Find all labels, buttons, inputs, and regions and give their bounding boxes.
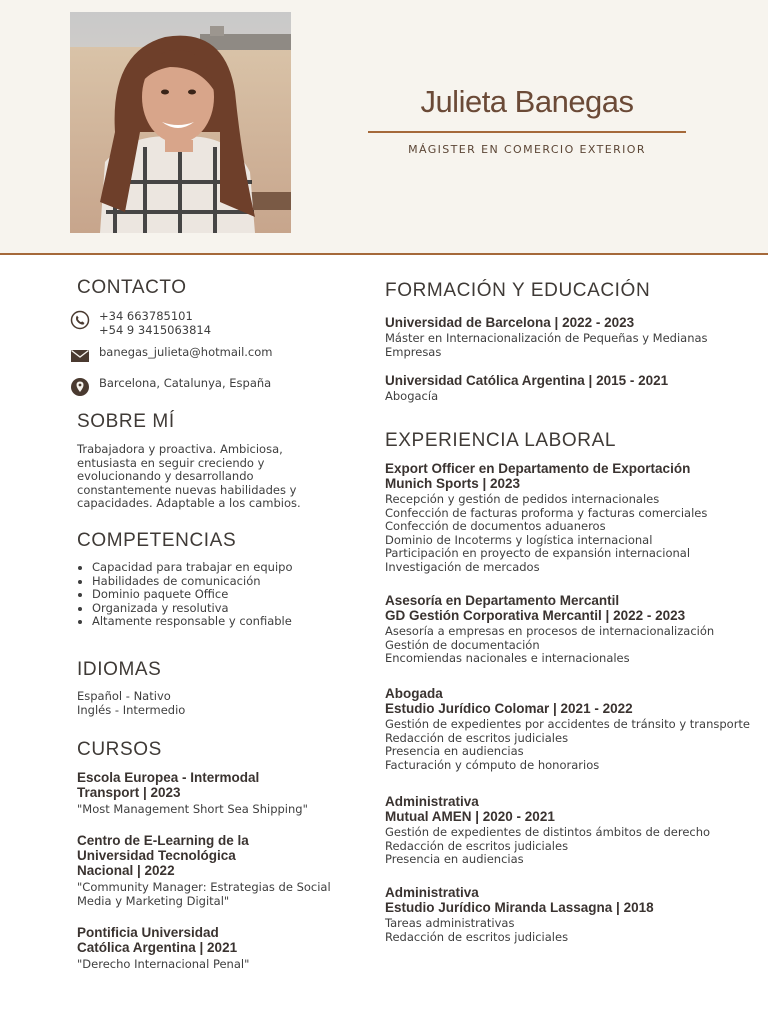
experience-title-line: Abogada <box>385 686 443 701</box>
about-line: Trabajadora y proactiva. Ambiciosa, <box>77 442 283 456</box>
experience-desc-line: Tareas administrativas <box>385 916 515 930</box>
language-item: Inglés - Intermedio <box>77 702 186 717</box>
course-desc-line: Media y Marketing Digital" <box>77 893 230 908</box>
course-title-line: Católica Argentina | 2021 <box>77 940 238 955</box>
experience-title-line: Mutual AMEN | 2020 - 2021 <box>385 809 555 824</box>
skills-list <box>77 561 337 629</box>
experience-title-line: GD Gestión Corporativa Mercantil | 2022 - 2023 <box>385 608 686 623</box>
experience-item <box>385 461 760 574</box>
experience-item <box>385 794 760 867</box>
education-title: Universidad de Barcelona | 2022 - 2023 <box>385 315 635 330</box>
courses-heading: CURSOS <box>77 739 162 760</box>
experience-item <box>385 686 760 772</box>
person-name: Julieta Banegas <box>420 84 634 119</box>
course-title-line: Nacional | 2022 <box>77 863 175 878</box>
skills-heading: COMPETENCIAS <box>77 530 237 551</box>
experience-desc-line: Confección de facturas proforma y facturas comerciales <box>385 505 708 520</box>
education-desc <box>385 332 755 359</box>
experience-title-line: Administrativa <box>385 794 479 809</box>
experience-title-line: Estudio Jurídico Colomar | 2021 - 2022 <box>385 701 633 716</box>
skill-item: • Dominio paquete Office <box>92 588 337 602</box>
contact-location <box>70 377 271 397</box>
experience-desc-line: Confección de documentos aduaneros <box>385 519 606 533</box>
course-title <box>77 833 347 878</box>
course-item <box>77 770 347 817</box>
skill-item: • Habilidades de comunicación <box>92 575 337 589</box>
profile-photo <box>70 12 291 233</box>
name-divider <box>368 131 686 133</box>
experience-desc-line: Investigación de mercados <box>385 559 540 574</box>
course-title-line: Centro de E-Learning de la <box>77 833 249 848</box>
experience-title <box>385 686 760 716</box>
education-heading: FORMACIÓN Y EDUCACIÓN <box>385 280 651 301</box>
education-title: Universidad Católica Argentina | 2015 - 2021 <box>385 373 669 388</box>
education-item <box>385 373 755 404</box>
about-line: evolucionando y desarrollando <box>77 469 254 483</box>
experience-desc-line: Redacción de escritos judiciales <box>385 838 569 853</box>
contact-phone <box>70 310 211 337</box>
experience-desc-line: Facturación y cómputo de honorarios <box>385 757 600 772</box>
experience-desc-line: Redacción de escritos judiciales <box>385 929 569 944</box>
experience-desc-line: Recepción y gestión de pedidos internacionales <box>385 492 660 506</box>
experience-desc <box>385 917 760 944</box>
experience-desc-line: Gestión de expedientes de distintos ámbitos de derecho <box>385 825 711 839</box>
experience-desc-line: Dominio de Incoterms y logística internacional <box>385 532 653 547</box>
skill-item: • Organizada y resolutiva <box>92 602 337 616</box>
email-address[interactable]: banegas_julieta@hotmail.com <box>99 345 273 359</box>
location-text: Barcelona, Catalunya, España <box>99 376 272 390</box>
job-title: MÁGISTER EN COMERCIO EXTERIOR <box>408 143 646 156</box>
about-text <box>77 443 337 511</box>
experience-desc <box>385 493 760 574</box>
course-item <box>77 833 347 908</box>
course-desc: "Most Management Short Sea Shipping" <box>77 802 308 816</box>
about-heading: SOBRE MÍ <box>77 411 175 432</box>
experience-heading: EXPERIENCIA LABORAL <box>385 430 617 451</box>
experience-title <box>385 461 760 491</box>
experience-desc-line: Gestión de documentación <box>385 637 540 652</box>
experience-desc-line: Gestión de expedientes por accidentes de tránsito y transporte <box>385 717 751 731</box>
contact-email <box>70 346 273 366</box>
experience-desc-line: Presencia en audiencias <box>385 852 524 866</box>
experience-desc <box>385 826 760 867</box>
mail-icon <box>70 346 90 366</box>
experience-title <box>385 794 760 824</box>
course-title-line: Transport | 2023 <box>77 785 181 800</box>
course-item <box>77 925 347 972</box>
experience-desc <box>385 625 760 666</box>
education-item <box>385 315 755 359</box>
course-title <box>77 925 347 955</box>
contact-heading: CONTACTO <box>77 277 187 298</box>
header <box>0 0 768 255</box>
location-pin-icon <box>70 377 90 397</box>
course-title-line: Universidad Tecnológica <box>77 848 236 863</box>
education-desc-line: Empresas <box>385 344 442 359</box>
experience-title-line: Munich Sports | 2023 <box>385 476 521 491</box>
phone-secondary[interactable]: +54 9 3415063814 <box>99 322 212 337</box>
experience-title-line: Asesoría en Departamento Mercantil <box>385 593 620 608</box>
course-title-line: Pontificia Universidad <box>77 925 219 940</box>
course-title-line: Escola Europea - Intermodal <box>77 770 260 785</box>
about-line: entusiasta en seguir creciendo y <box>77 455 265 470</box>
languages-list <box>77 690 185 717</box>
phone-primary[interactable]: +34 663785101 <box>99 309 193 323</box>
languages-heading: IDIOMAS <box>77 659 162 680</box>
experience-title <box>385 593 760 623</box>
education-desc: Abogacía <box>385 389 439 403</box>
education-desc-line: Máster en Internacionalización de Pequeñas y Medianas <box>385 331 708 345</box>
experience-title-line: Estudio Jurídico Miranda Lassagna | 2018 <box>385 900 654 915</box>
skill-item: • Capacidad para trabajar en equipo <box>92 561 337 575</box>
course-title <box>77 770 347 800</box>
skill-item: • Altamente responsable y confiable <box>92 615 337 629</box>
about-line: constantemente nuevas habilidades y <box>77 482 297 497</box>
experience-desc-line: Participación en proyecto de expansión internacional <box>385 546 691 560</box>
course-desc: "Derecho Internacional Penal" <box>77 957 250 971</box>
course-desc-line: "Community Manager: Estrategias de Social <box>77 880 331 894</box>
experience-title-line: Export Officer en Departamento de Exportación <box>385 461 691 476</box>
experience-desc-line: Encomiendas nacionales e internacionales <box>385 651 630 665</box>
experience-title-line: Administrativa <box>385 885 479 900</box>
course-desc <box>77 881 347 908</box>
about-line: capacidades. Adaptable a los cambios. <box>77 496 301 510</box>
experience-desc-line: Asesoría a empresas en procesos de internacionalización <box>385 624 715 638</box>
experience-title <box>385 885 760 915</box>
experience-desc-line: Presencia en audiencias <box>385 744 524 758</box>
language-item: Español - Nativo <box>77 689 171 703</box>
experience-desc <box>385 718 760 772</box>
experience-item <box>385 593 760 666</box>
experience-desc-line: Redacción de escritos judiciales <box>385 730 569 745</box>
experience-item <box>385 885 760 944</box>
phone-icon <box>70 310 90 330</box>
